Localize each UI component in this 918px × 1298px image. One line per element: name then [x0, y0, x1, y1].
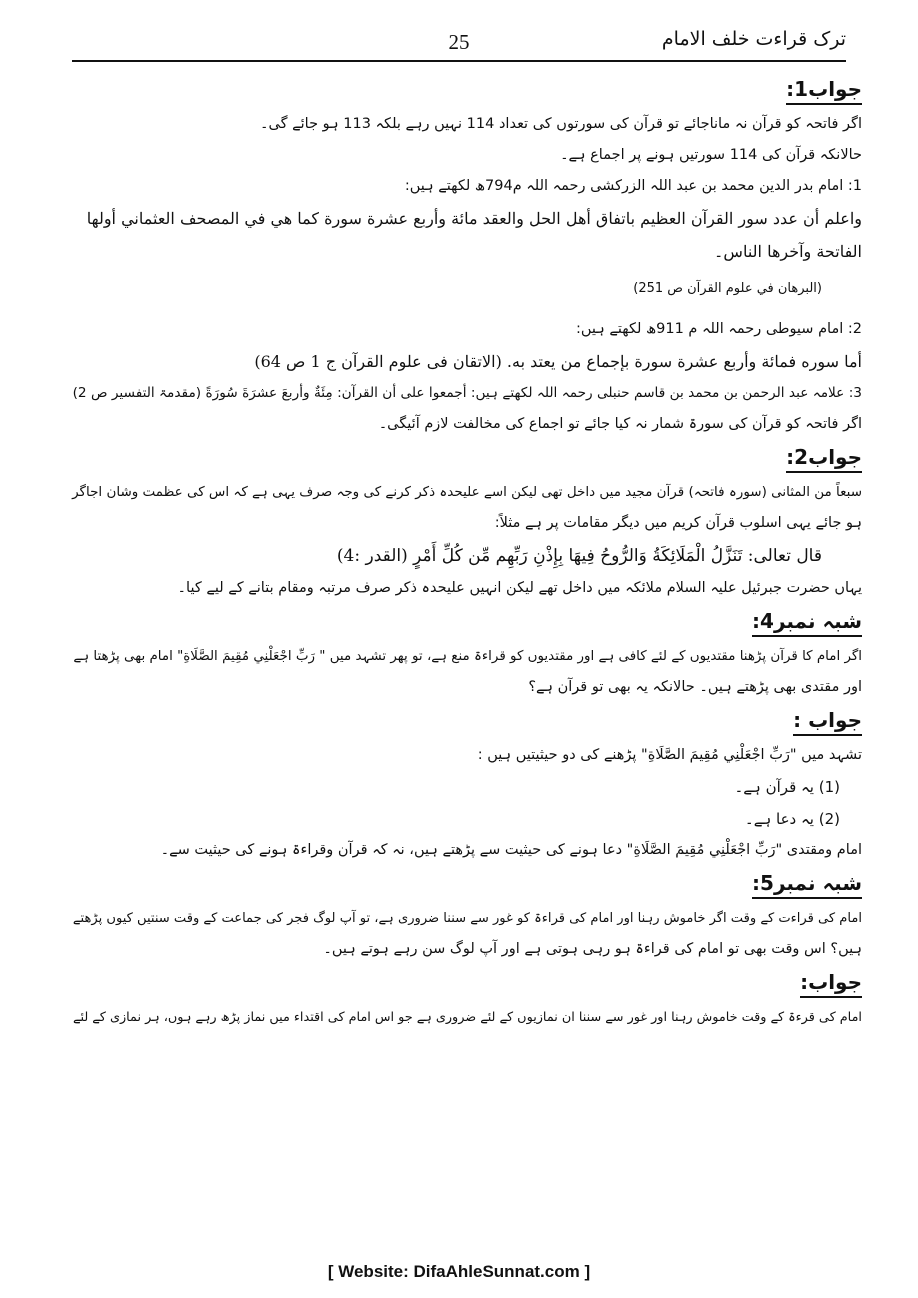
- paragraph: 2: امام سیوطی رحمہ اللہ م 911ھ لکھتے ہیں:: [576, 321, 862, 337]
- paragraph: تشہد میں "رَبِّ اجْعَلْنِي مُقِيمَ الصَّلَاةِ" پڑھنے کی دو حیثیتیں ہیں :: [477, 747, 862, 763]
- header-rule: [72, 60, 846, 62]
- arabic-quote: أما سوره فمائة وأربع عشرة سورة بإجماع من يعتد به. (الاتقان فی علوم القرآن ج 1 ص 64): [254, 352, 862, 371]
- paragraph: یہاں حضرت جبرئیل علیہ السلام ملائکہ میں داخل تھے لیکن انہیں علیحدہ ذکر صرف مرتبہ ومقام بتانے کے لیے کیا۔: [177, 580, 862, 596]
- section-heading: جواب1:: [786, 76, 862, 105]
- paragraph: اگر فاتحہ کو قرآن کی سورۃ شمار نہ کیا جائے تو اجماع کی مخالفت لازم آئیگی۔: [378, 416, 862, 432]
- page-body: [56, 72, 862, 1033]
- reference: (البرهان في علوم القرآن ص 251): [633, 281, 822, 296]
- paragraph: اگر فاتحہ کو قرآن نہ ماناجائے تو قرآن کی سورتوں کی تعداد 114 نہیں رہے بلکہ 113 ہو جائے گی۔: [260, 116, 862, 132]
- footer-website: [ Website: DifaAhleSunnat.com ]: [327, 1262, 591, 1281]
- arabic-quote: واعلم أن عدد سور القرآن العظيم باتفاق أهل الحل والعقد مائة وأربع عشرة سورة كما هي في المصحف العثماني أولها: [86, 209, 862, 228]
- section-heading: جواب:: [800, 969, 862, 998]
- section-heading: شبہ نمبر4:: [752, 608, 862, 637]
- section-heading: شبہ نمبر5:: [752, 870, 862, 899]
- paragraph: امام کی قراءت کے وقت اگر خاموش رہنا اور امام کی قراءۃ کو غور سے سننا ضروری ہے، تو آپ لوگ فجر کی جماعت کے وقت سنتیں کیوں پڑھتے: [72, 911, 862, 926]
- section-heading: جواب2:: [786, 444, 862, 473]
- paragraph: 3: علامہ عبد الرحمن بن محمد بن قاسم حنبلی رحمہ اللہ لکھتے ہیں: أجمعوا على أن القرآن: مِئَةٌ وأربعَ عشرَةَ سُورَةً (مقدمۃ التفسیر ص 2): [72, 385, 862, 401]
- paragraph: ہو جائے یہی اسلوب قرآن کریم میں دیگر مقامات پر ہے مثلاً:: [494, 515, 862, 531]
- list-item: (1) یہ قرآن ہے۔: [734, 778, 840, 796]
- paragraph: اور مقتدی بھی پڑھتے ہیں۔ حالانکہ یہ بھی تو قرآن ہے؟: [528, 679, 862, 695]
- page-header: [72, 28, 846, 58]
- paragraph: اگر امام کا قرآن پڑھنا مقتدیوں کے لئے کافی ہے اور مقتدیوں کو قراءۃ منع ہے، تو پھر تشہد میں " رَبِّ اجْعَلْنِي مُقِيمَ الصَّلَاةِ" امام بھی پڑھتا ہے: [73, 649, 862, 664]
- list-item: (2) یہ دعا ہے۔: [744, 810, 840, 828]
- paragraph: امام کی قرءۃ کے وقت خاموش رہنا اور غور سے سننا ان نمازیوں کے لئے ضروری ہے جو اس امام کی اقتداء میں نماز پڑھ رہے ہوں، ہر نمازی کے لئے: [72, 1010, 862, 1025]
- section-heading: جواب :: [793, 707, 862, 736]
- arabic-quote: الفاتحة وآخرها الناس۔: [714, 242, 862, 261]
- page-number: 25: [448, 30, 470, 54]
- paragraph: ہیں؟ اس وقت بھی تو امام کی قراءۃ ہو رہی ہوتی ہے اور آپ لوگ سن رہے ہوتے ہیں۔: [323, 941, 862, 957]
- paragraph: 1: امام بدر الدین محمد بن عبد اللہ الزرکشی رحمہ اللہ م794ھ لکھتے ہیں:: [404, 178, 862, 194]
- quran-verse: قال تعالی: تَنَزَّلُ الْمَلَائِكَةُ وَالرُّوحُ فِيهَا بِإِذْنِ رَبِّهِم مِّن كُلِّ أَمْرٍ (القدر :4): [336, 546, 822, 566]
- paragraph: امام ومقتدی "رَبِّ اجْعَلْنِي مُقِيمَ الصَّلَاةِ" دعا ہونے کی حیثیت سے پڑھتے ہیں، نہ کہ قرآن وقراءۃ ہونے کی حیثیت سے۔: [160, 842, 862, 858]
- book-title: ترک قراءت خلف الامام: [661, 28, 846, 50]
- paragraph: حالانکہ قرآن کی 114 سورتیں ہونے پر اجماع ہے۔: [560, 147, 862, 163]
- paragraph: سبعاً من المثانی (سورہ فاتحہ) قرآن مجید میں داخل تھی لیکن اسے علیحدہ ذکر کرنے کی وجہ صرف یہی ہے کہ اس کی عظمت وشان اجاگر: [72, 484, 862, 500]
